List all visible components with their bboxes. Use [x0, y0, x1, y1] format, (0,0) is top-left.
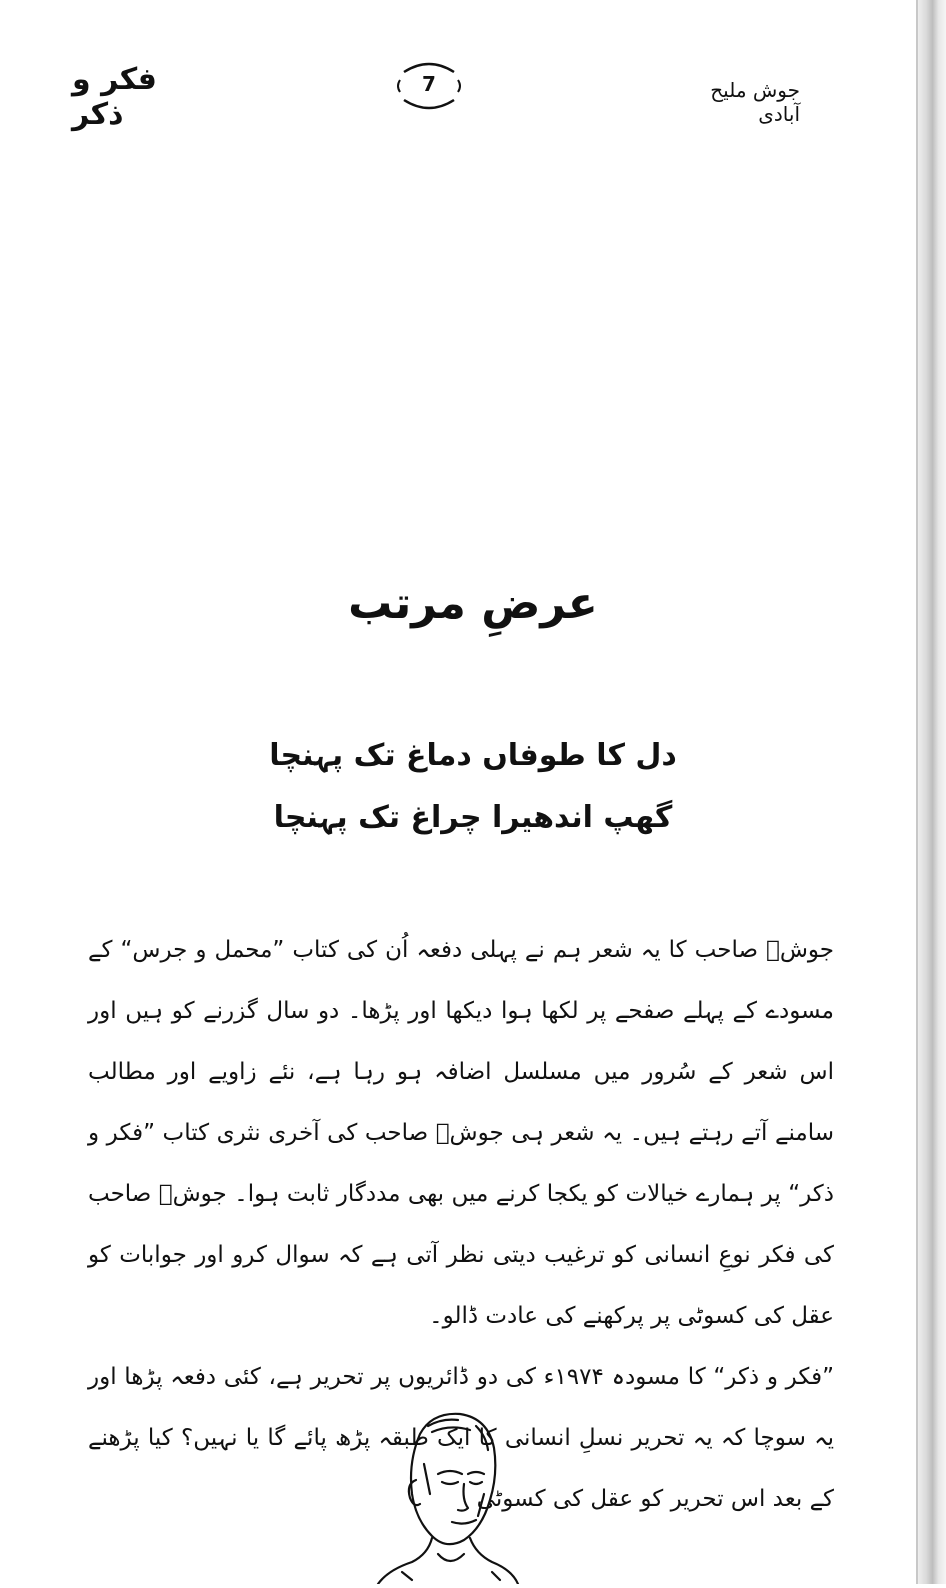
- portrait-sketch-illustration: [372, 1404, 522, 1584]
- page-number: 7: [422, 72, 436, 96]
- page-binding-edge: [916, 0, 946, 1584]
- page-binding-line: [916, 0, 918, 1584]
- running-header-book-title: فکر و ذکر: [72, 62, 157, 132]
- running-header-author: جوش ملیح آبادی: [710, 78, 800, 126]
- page-number-ornament: [394, 58, 464, 114]
- portrait-sketch-icon: [372, 1404, 522, 1584]
- verse-line-2: گھپ اندھیرا چراغ تک پہنچا: [273, 800, 673, 835]
- body-paragraph-2: ”فکر و ذکر“ کا مسودہ ۱۹۷۴ء کی دو ڈائریوں پر تحریر ہے، کئی دفعہ پڑھا اور یہ سوچا کہ یہ تحریر نسلِ انسانی کا ایک طبقہ پڑھ پائے گا یا نہیں؟ کیا پڑھنے کے بعد اس تحریر کو عقل کی کسوٹی: [88, 1364, 834, 1512]
- section-title: عرضِ مرتب: [348, 578, 598, 629]
- verse-line-1: دل کا طوفاں دماغ تک پہنچا: [269, 738, 677, 773]
- body-paragraph-1: جوشؔ صاحب کا یہ شعر ہم نے پہلی دفعہ اُن کی کتاب ”محمل و جرس“ کے مسودے کے پہلے صفحے پر لکھا ہوا دیکھا اور پڑھا۔ دو سال گزرنے کو ہیں اور اس شعر کے سُرور میں مسلسل اضافہ ہو رہا ہے، نئے زاویے اور مطالب سامنے آتے رہتے ہیں۔ یہ شعر ہی جوشؔ صاحب کی آخری نثری کتاب ”فکر و ذکر“ پر ہمارے خیالات کو یکجا کرنے میں بھی مددگار ثابت ہوا۔ جوشؔ صاحب کی فکر نوعِ انسانی کو ترغیب دیتی نظر آتی ہے کہ سوال کرو اور جوابات کو عقل کی کسوٹی پر پرکھنے کی عادت ڈالو۔: [88, 937, 834, 1329]
